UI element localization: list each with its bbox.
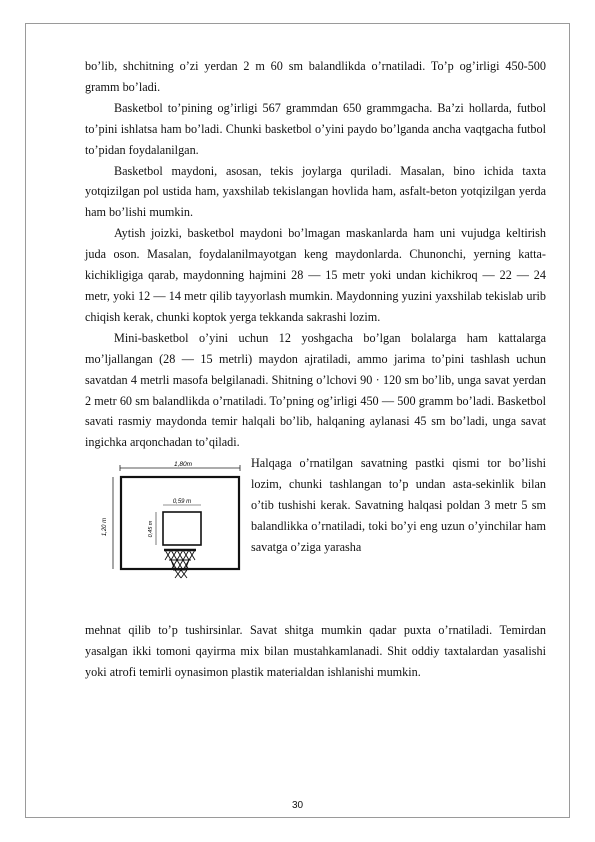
paragraph-2: Basketbol to’pining og’irligi 567 grammdan 650 grammgacha. Ba’zi hollarda, futbol to’pini ishlatsa ham bo’ladi. Chunki basketbol o’yini paydo bo’lganda ancha vaqtgacha futbol to’pidan foydalanilgan. [85,100,546,157]
figure-side-text [251,453,546,558]
paragraph-6-end: mehnat qilib to’p tushirsinlar. Savat shitga mumkin qadar puxta o’rnatiladi. Temirdan yasalgan ikki tomoni qayirma mix bilan mustahkamlanadi. Shit oddiy taxtalardan yasalishi yoki atrofi temirli oynasimon plastik materialdan ishlanishi mumkin. [85,623,546,680]
document-body [85,56,546,683]
width-label: 1,80m [173,461,193,469]
figure-block [85,453,546,620]
backboard-diagram [85,457,245,617]
basket-net [165,550,195,578]
inner-width-label: 0,59 m [172,499,192,506]
inner-height-label: 0,45 m [148,520,154,538]
target-square [163,512,201,545]
paragraph-5: Mini-basketbol o’yini uchun 12 yoshgacha bo’lgan bolalarga ham kattalarga mo’ljallangan (28 — 15 metrli) maydon ajratiladi, ammo jarima to’pini tashlash uchun savatdan 4 metrli masofa belgilanadi. Shitning o’lchovi 90 · 120 sm bo’lib, unga savat yerdan 2 metr 60 sm balandlikda o’rnatiladi. To’pning og’irligi 450 — 500 gramm bo’ladi. Basketbol savati rasmiy maydonda temir halqali bo’lib, halqaning aylanasi 45 sm bo’ladi, unga savat ingichka arqonchadan to’qiladi. [85,330,546,450]
paragraph-3: Basketbol maydoni, asosan, tekis joylarga quriladi. Masalan, bino ichida taxta yotqizilgan pol ustida ham, yaxshilab tekislangan hovlida ham, asfalt-beton yotqizilgan yerda ham bo’lishi mumkin. [85,163,546,220]
height-label: 1,20 m [102,518,108,537]
paragraph-6-start: Halqaga o’rnatilgan savatning pastki qismi tor bo’lishi lozim, chunki tashlangan to’p undan asta-sekinlik bilan o’tib tushishi kerak. Savatning halqasi poldan 3 metr 5 sm balandlikka o’rnatiladi, toki bo’yi eng uzun o’yinchilar ham savatga o’ziga yarasha [251,456,546,554]
paragraph-4: Aytish joizki, basketbol maydoni bo’lmagan maskanlarda ham uni vujudga keltirish juda oson. Masalan, foydalanilmayotgan keng maydonlarda. Chunonchi, yerning katta-kichikligiga qarab, maydonning hajmini 28 — 15 metr yoki undan kichikroq — 22 — 24 metr, yoki 12 — 14 metr qilib tayyorlash mumkin. Maydonning yuzini yaxshilab tekislab urib chiqish kerak, chunki koptok yerga tekkanda sakrashi lozim. [85,226,546,324]
page-number: 30 [291,800,304,811]
paragraph-1: bo’lib, shchitning o’zi yerdan 2 m 60 sm balandlikda o’rnatiladi. To’p og’irligi 450-500 gramm bo’ladi. [85,59,546,94]
